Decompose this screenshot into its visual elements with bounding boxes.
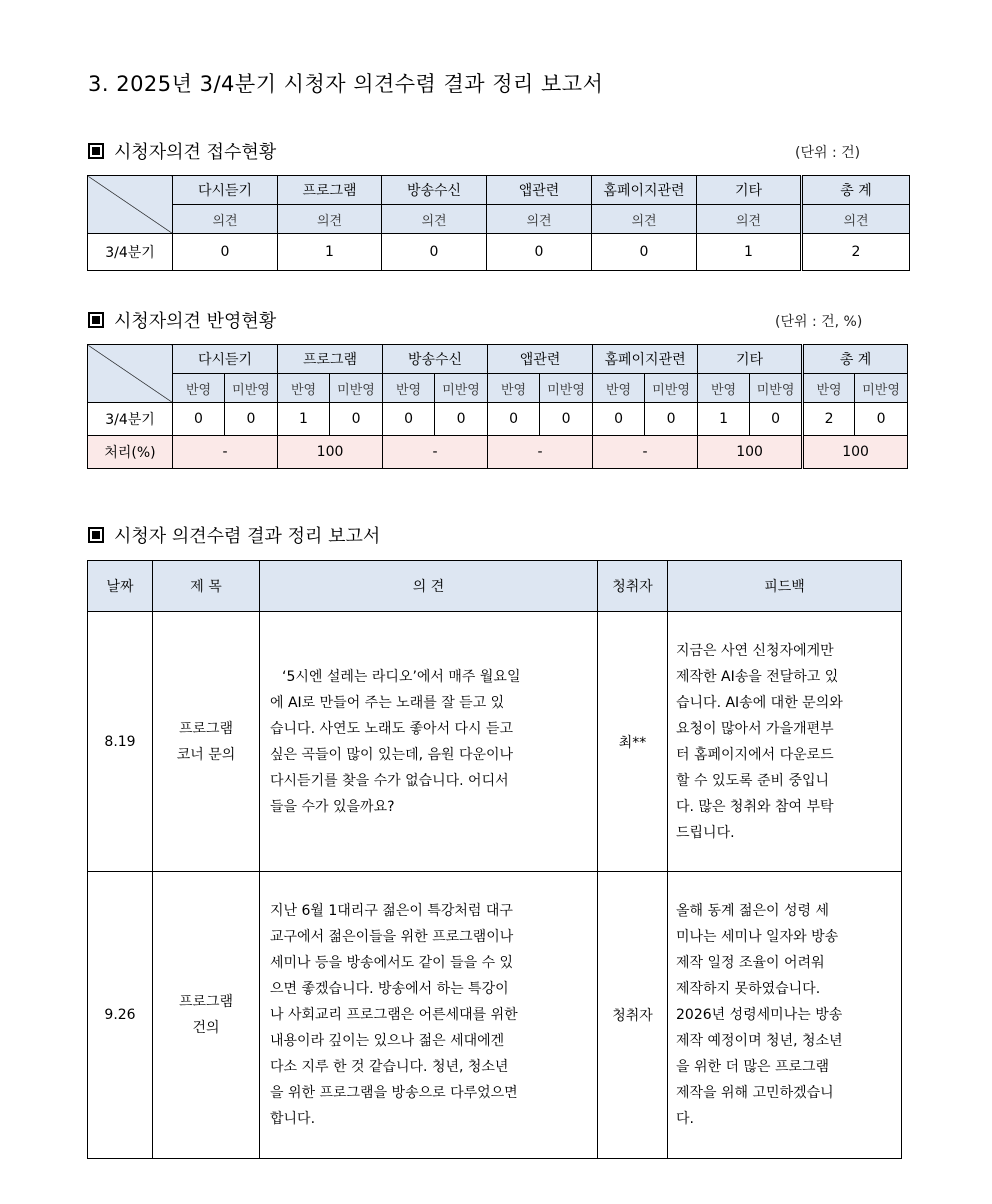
col-header: 다시듣기	[173, 176, 278, 205]
title-cell	[153, 872, 260, 1159]
col-header-total: 총 계	[803, 345, 908, 374]
reflection-status-table	[87, 344, 908, 469]
col-header-total: 총 계	[802, 176, 910, 205]
rate-cell: -	[593, 436, 698, 469]
col-header: 기타	[697, 176, 802, 205]
feedback-cell	[668, 612, 902, 872]
opinion-line: 을 위한 프로그램을 방송으로 다루었으면	[270, 1085, 518, 1101]
col-header: 방송수신	[383, 345, 488, 374]
col-header: 홈페이지관련	[593, 345, 698, 374]
opinion-line: 에 AI로 만들어 주는 노래를 잘 듣고 있	[270, 694, 505, 711]
sub-header: 의견	[697, 205, 802, 234]
value-cell: 0	[750, 403, 803, 436]
value-cell-total: 2	[802, 234, 910, 271]
opinion-line: 교구에서 젊은이들을 위한 프로그램이나	[270, 929, 514, 945]
rate-cell: 100	[698, 436, 803, 469]
section2-heading	[88, 307, 276, 333]
section3-heading-text: 시청자 의견수렴 결과 정리 보고서	[114, 526, 381, 547]
feedback-line: 제작한 AI송을 전달하고 있	[676, 668, 839, 685]
value-cell: 0	[383, 403, 435, 436]
diagonal-header-cell	[88, 345, 173, 403]
value-cell-total: 2	[803, 403, 855, 436]
feedback-line: 습니다. AI송에 대한 문의와	[676, 694, 843, 711]
feedback-line: 올해 동계 젊은이 성령 세	[676, 903, 830, 919]
sub-header-reflected: 반영	[698, 374, 750, 403]
feedback-line: 다. 많은 청취와 참여 부탁	[676, 798, 834, 815]
opinion-line: 싶은 곡들이 많이 있는데, 음원 다운이나	[270, 746, 514, 763]
row-label: 3/4분기	[88, 234, 173, 271]
value-cell: 0	[487, 234, 592, 271]
title-line: 프로그램	[178, 720, 234, 737]
opinion-line: 세미나 등을 방송에서도 같이 들을 수 있	[270, 955, 514, 971]
sub-header: 의견	[278, 205, 382, 234]
square-bullet-icon	[88, 312, 104, 328]
value-cell: 0	[382, 234, 487, 271]
sub-header-unreflected: 미반영	[750, 374, 803, 403]
value-cell: 0	[645, 403, 698, 436]
section1-heading	[88, 138, 276, 164]
sub-header-unreflected: 미반영	[540, 374, 593, 403]
rate-cell: 100	[278, 436, 383, 469]
sub-header: 의견	[592, 205, 697, 234]
opinion-cell	[260, 872, 598, 1159]
document-title: 3. 2025년 3/4분기 시청자 의견수렴 결과 정리 보고서	[88, 72, 604, 96]
feedback-line: 미나는 세미나 일자와 방송	[676, 929, 839, 945]
sub-header-unreflected: 미반영	[435, 374, 488, 403]
title-cell	[153, 612, 260, 872]
header-listener: 청취자	[598, 561, 668, 612]
title-line: 코너 문의	[176, 746, 236, 763]
opinion-line: 합니다.	[270, 1111, 316, 1127]
sub-header: 의견	[802, 205, 910, 234]
sub-header-reflected: 반영	[173, 374, 225, 403]
value-cell: 0	[540, 403, 593, 436]
value-cell: 1	[698, 403, 750, 436]
title-line: 프로그램	[178, 994, 234, 1010]
date-cell: 8.19	[88, 612, 153, 872]
opinion-line: 으면 좋겠습니다. 방송에서 하는 특강이	[270, 981, 509, 997]
value-cell: 0	[592, 234, 697, 271]
sub-header-unreflected: 미반영	[855, 374, 908, 403]
feedback-line: 요청이 많아서 가을개편부	[676, 720, 834, 737]
section1-heading-text: 시청자의견 접수현황	[114, 142, 277, 163]
feedback-line: 할 수 있도록 준비 중입니	[676, 772, 830, 789]
value-cell: 0	[225, 403, 278, 436]
row-label: 3/4분기	[88, 403, 173, 436]
value-cell: 0	[173, 403, 225, 436]
square-bullet-icon	[88, 143, 104, 159]
col-header: 앱관련	[487, 176, 592, 205]
opinion-line: 다소 지루 한 것 같습니다. 청년, 청소년	[270, 1059, 509, 1075]
feedback-line: 제작 예정이며 청년, 청소년	[676, 1033, 843, 1049]
value-cell: 1	[278, 234, 382, 271]
feedback-line: 을 위한 더 많은 프로그램	[676, 1059, 830, 1075]
sub-header-reflected: 반영	[593, 374, 645, 403]
sub-header-reflected: 반영	[488, 374, 540, 403]
feedback-cell	[668, 872, 902, 1159]
opinion-line: ‘5시엔 설레는 라디오’에서 매주 월요일	[282, 668, 521, 685]
col-header: 다시듣기	[173, 345, 278, 374]
col-header: 홈페이지관련	[592, 176, 697, 205]
rate-cell: -	[488, 436, 593, 469]
value-cell: 0	[435, 403, 488, 436]
feedback-line: 제작하지 못하였습니다.	[676, 981, 821, 997]
opinion-line: 다시듣기를 찾을 수가 없습니다. 어디서	[270, 772, 509, 789]
sub-header-reflected: 반영	[278, 374, 330, 403]
feedback-line: 터 홈페이지에서 다운로드	[676, 746, 834, 763]
feedback-line: 드립니다.	[676, 824, 735, 841]
section2-unit: (단위 : 건, %)	[775, 314, 863, 330]
header-date: 날짜	[88, 561, 153, 612]
rate-label: 처리(%)	[88, 436, 173, 469]
col-header: 앱관련	[488, 345, 593, 374]
feedback-line: 제작을 위해 고민하겠습니	[676, 1085, 834, 1101]
col-header: 기타	[698, 345, 803, 374]
value-cell: 0	[173, 234, 278, 271]
opinion-cell	[260, 612, 598, 872]
feedback-line: 지금은 사연 신청자에게만	[676, 642, 834, 659]
rate-cell-total: 100	[803, 436, 908, 469]
table-row	[88, 612, 902, 872]
rate-cell: -	[383, 436, 488, 469]
value-cell: 0	[593, 403, 645, 436]
opinion-line: 나 사회교리 프로그램은 어른세대를 위한	[270, 1007, 518, 1023]
sub-header-unreflected: 미반영	[225, 374, 278, 403]
opinion-line: 들을 수가 있을까요?	[270, 798, 395, 815]
section1-unit: (단위 : 건)	[795, 145, 861, 161]
sub-header: 의견	[487, 205, 592, 234]
rate-cell: -	[173, 436, 278, 469]
sub-header: 의견	[173, 205, 278, 234]
col-header: 프로그램	[278, 345, 383, 374]
sub-header: 의견	[382, 205, 487, 234]
feedback-line: 제작 일정 조율이 어려워	[676, 955, 825, 971]
opinion-line: 습니다. 사연도 노래도 좋아서 다시 듣고	[270, 720, 514, 737]
sub-header-reflected: 반영	[383, 374, 435, 403]
sub-header-unreflected: 미반영	[330, 374, 383, 403]
section3-heading	[88, 522, 380, 548]
square-bullet-icon	[88, 527, 104, 543]
diagonal-header-cell	[88, 176, 173, 234]
col-header: 방송수신	[382, 176, 487, 205]
feedback-line: 2026년 성령세미나는 방송	[676, 1007, 843, 1023]
opinion-line: 지난 6월 1대리구 젊은이 특강처럼 대구	[270, 903, 513, 919]
header-feedback: 피드백	[668, 561, 902, 612]
opinion-line: 내용이라 깊이는 있으나 젊은 세대에겐	[270, 1033, 505, 1049]
sub-header-reflected: 반영	[803, 374, 855, 403]
listener-cell: 최**	[598, 612, 668, 872]
table-row	[88, 872, 902, 1159]
value-cell: 1	[697, 234, 802, 271]
col-header: 프로그램	[278, 176, 382, 205]
header-title: 제 목	[153, 561, 260, 612]
listener-cell: 청취자	[598, 872, 668, 1159]
section2-heading-text: 시청자의견 반영현황	[114, 311, 277, 332]
opinion-report-table	[87, 560, 902, 1159]
sub-header-unreflected: 미반영	[645, 374, 698, 403]
value-cell-total: 0	[855, 403, 908, 436]
title-line: 건의	[192, 1020, 220, 1036]
header-opinion: 의 견	[260, 561, 598, 612]
value-cell: 0	[330, 403, 383, 436]
date-cell: 9.26	[88, 872, 153, 1159]
feedback-line: 다.	[676, 1111, 694, 1127]
value-cell: 1	[278, 403, 330, 436]
reception-status-table	[87, 175, 910, 271]
value-cell: 0	[488, 403, 540, 436]
